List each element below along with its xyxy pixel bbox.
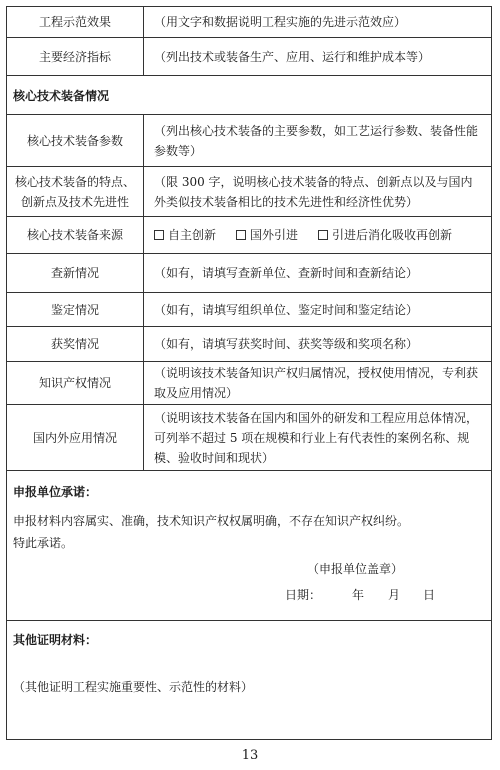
- row-label: 核心技术装备来源: [7, 217, 144, 253]
- row-value: [144, 254, 491, 292]
- commitment-title: 申报单位承诺：: [13, 485, 98, 499]
- row-value: [144, 362, 491, 404]
- checkbox-icon[interactable]: [236, 230, 246, 240]
- date-month: 月: [388, 588, 401, 602]
- commitment-text: 申报材料内容属实、准确，技术知识产权权属明确，不存在知识产权纠纷。: [13, 514, 410, 528]
- commitment-text-2: 特此承诺。: [13, 536, 74, 550]
- row-value: [144, 7, 491, 37]
- date-label: 日期：: [285, 588, 322, 602]
- table-row: [7, 115, 491, 167]
- table-row: [7, 293, 491, 327]
- row-value-text: （如有，请填写获奖时间、获奖等级和奖项名称）: [154, 337, 419, 351]
- seal-label: （申报单位盖章）: [307, 562, 404, 576]
- row-label: 查新情况: [7, 254, 144, 292]
- row-value: [144, 167, 491, 216]
- table-row: [7, 7, 491, 38]
- row-value: [144, 38, 491, 75]
- row-value-text: （说明该技术装备知识产权归属情况，授权使用情况，专利获取及应用情况）: [154, 366, 479, 400]
- row-value-text: （列出技术或装备生产、应用、运行和维护成本等）: [154, 49, 431, 64]
- option-self-innovation[interactable]: [154, 225, 216, 245]
- row-value-text: （列出核心技术装备的主要参数，如工艺运行参数、装备性能参数等）: [154, 123, 479, 158]
- row-label: 核心技术装备的特点、创新点及技术先进性: [7, 167, 144, 216]
- option-label: 国外引进: [250, 228, 299, 242]
- date-year: 年: [352, 588, 365, 602]
- row-label: 鉴定情况: [7, 293, 144, 326]
- row-value: [144, 405, 491, 470]
- date-day: 日: [423, 588, 436, 602]
- table-row: [7, 362, 491, 405]
- table-row: [7, 167, 491, 217]
- other-note: （其他证明工程实施重要性、示范性的材料）: [13, 680, 254, 694]
- row-label: 国内外应用情况: [7, 405, 144, 470]
- row-label: 知识产权情况: [7, 362, 144, 404]
- page-number: 13: [241, 748, 259, 763]
- form-table: [6, 6, 492, 740]
- option-label: 自主创新: [168, 228, 217, 242]
- table-row: [7, 405, 491, 471]
- row-value: [144, 293, 491, 326]
- section-title: 核心技术装备情况: [13, 89, 110, 103]
- checkbox-icon[interactable]: [318, 230, 328, 240]
- row-label: 核心技术装备参数: [7, 115, 144, 166]
- row-value: [144, 115, 491, 166]
- commitment-section: [7, 471, 491, 621]
- option-foreign-import[interactable]: [236, 225, 298, 245]
- table-row: [7, 217, 491, 254]
- checkbox-icon[interactable]: [154, 230, 164, 240]
- table-row: [7, 327, 491, 362]
- row-label: 工程示范效果: [7, 7, 144, 37]
- row-value-text: （如有，请填写查新单位、查新时间和查新结论）: [154, 266, 419, 280]
- option-label: 引进后消化吸收再创新: [332, 228, 453, 242]
- row-value-text: （用文字和数据说明工程实施的先进示范效应）: [154, 15, 407, 29]
- option-import-reinnovation[interactable]: [318, 225, 452, 245]
- row-value: [144, 327, 491, 361]
- row-label: 主要经济指标: [7, 38, 144, 75]
- other-title: 其他证明材料：: [13, 633, 98, 647]
- table-row: [7, 38, 491, 76]
- row-value-text: （说明该技术装备在国内和国外的研发和工程应用总体情况，可列举不超过 5 项在规模和行业上有代表性的案例名称、规模、验收时间和现状）: [154, 410, 479, 465]
- row-label: 获奖情况: [7, 327, 144, 361]
- table-row: [7, 254, 491, 293]
- source-options: [144, 217, 491, 253]
- row-value-text: （如有，请填写组织单位、鉴定时间和鉴定结论）: [154, 302, 419, 317]
- section-header-core: [7, 76, 491, 115]
- row-value-text: （限 300 字，说明核心技术装备的特点、创新点以及与国内外类似技术装备相比的技术先进性和经济性优势）: [154, 174, 473, 209]
- other-materials-section: [7, 621, 491, 739]
